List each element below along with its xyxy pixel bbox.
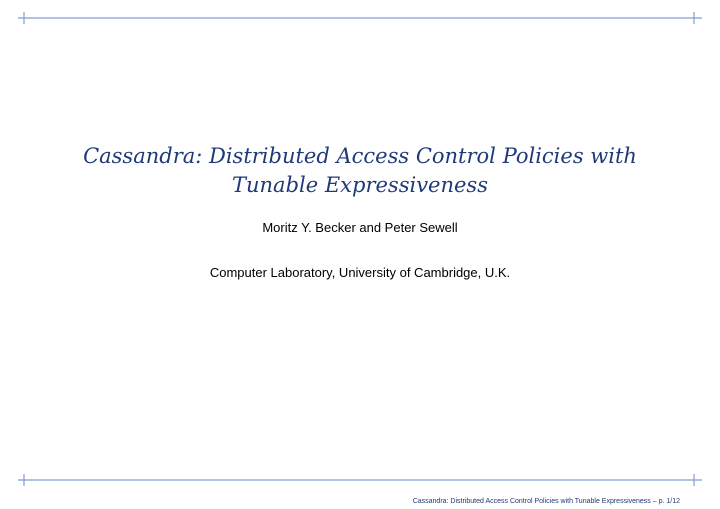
affiliation: Computer Laboratory, University of Cambridge, U.K. [209, 265, 511, 280]
title-line-1: Cassandra: Distributed Access Control Policies with [83, 144, 637, 168]
title-line-2: Tunable Expressiveness [232, 173, 488, 197]
authors: Moritz Y. Becker and Peter Sewell [262, 220, 458, 235]
slide-footer: Cassandra: Distributed Access Control Policies with Tunable Expressiveness – p. 1/12 [412, 498, 680, 505]
slide-title [60, 142, 660, 200]
